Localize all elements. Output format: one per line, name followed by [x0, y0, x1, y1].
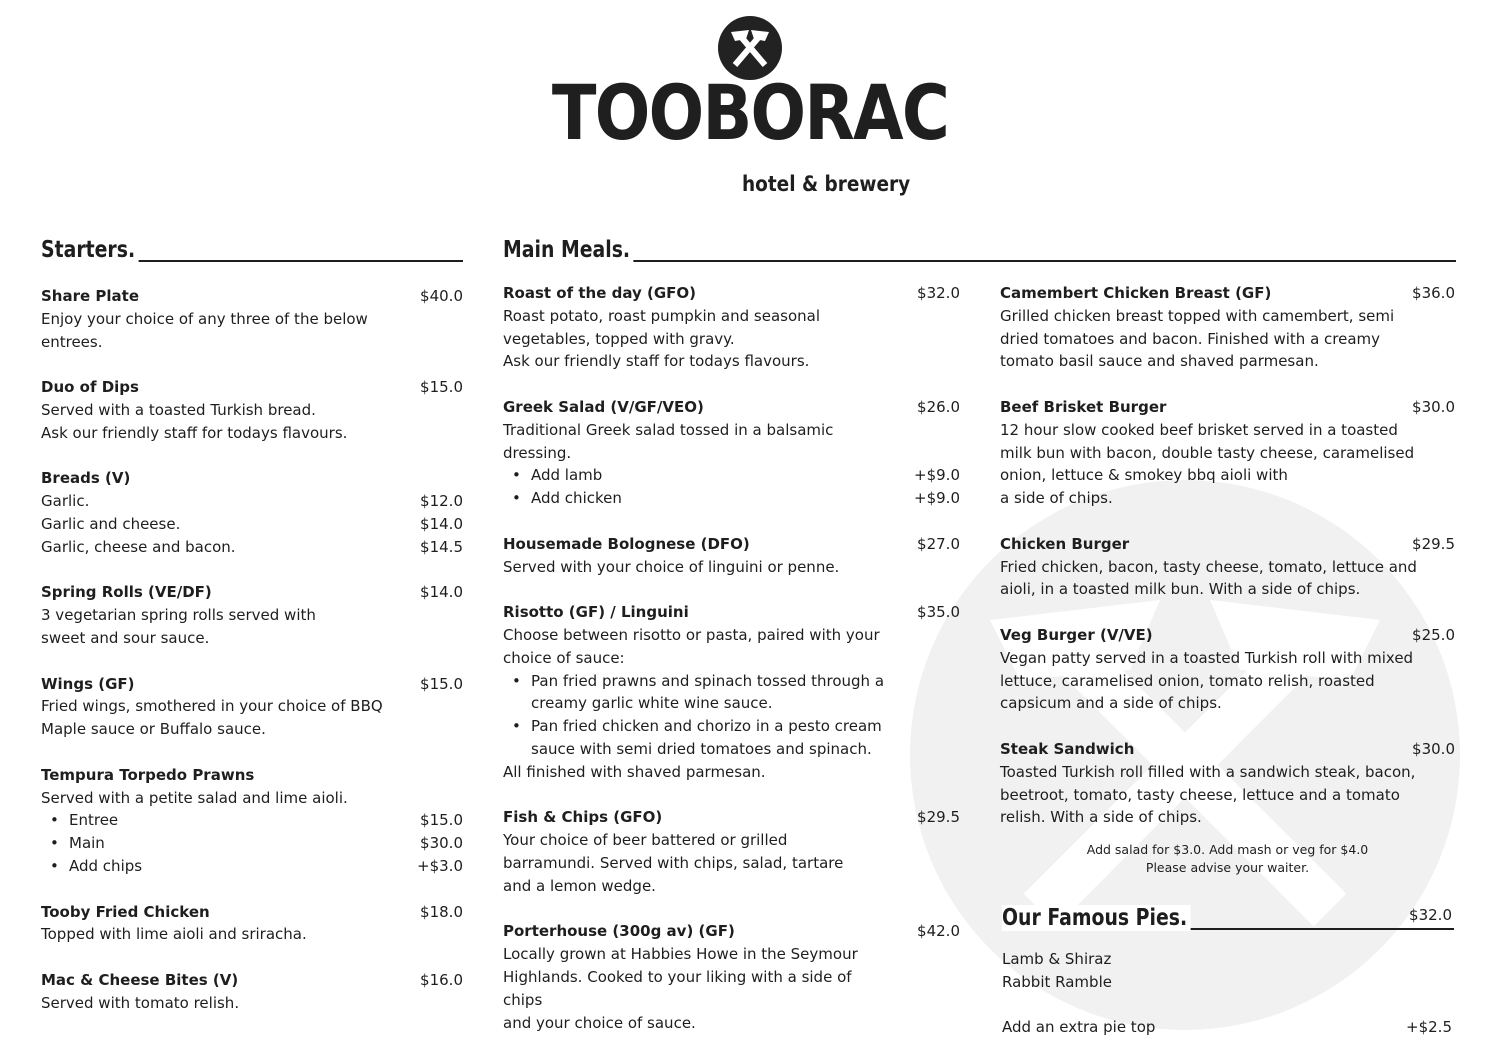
item-price: $16.0: [420, 970, 463, 989]
item-name: Porterhouse (300g av) (GF): [503, 922, 735, 941]
item-desc: choice of sauce:: [503, 648, 625, 667]
option-price: $15.0: [420, 811, 463, 830]
item-name: Greek Salad (V/GF/VEO): [503, 397, 704, 416]
menu-item: [503, 920, 960, 1034]
item-desc: beetroot, tomato, tasty cheese, lettuce and a tomato: [1000, 785, 1400, 804]
item-desc: vegetables, topped with gravy.: [503, 329, 735, 348]
item-option: [41, 513, 463, 536]
item-price: $26.0: [917, 397, 960, 416]
option-price: $30.0: [420, 834, 463, 853]
option-price: +$9.0: [914, 489, 960, 508]
item-desc: dried tomatoes and bacon. Finished with a creamy: [1000, 329, 1381, 348]
item-desc: Fried wings, smothered in your choice of BBQ: [41, 697, 383, 716]
item-desc: and your choice of sauce.: [503, 1013, 696, 1032]
item-price: $29.5: [917, 808, 960, 827]
option-label: Add chicken: [531, 489, 622, 508]
item-desc: Your choice of beer battered or grilled: [503, 831, 788, 850]
item-desc: sweet and sour sauce.: [41, 628, 210, 647]
option-price: +$9.0: [914, 466, 960, 485]
option-label: Garlic.: [41, 492, 90, 511]
item-price: $25.0: [1412, 625, 1455, 644]
extra-price: +$2.5: [1406, 1018, 1452, 1037]
menu-item: [503, 533, 960, 579]
item-desc: Ask our friendly staff for todays flavours.: [41, 423, 348, 442]
menu-item: [41, 673, 463, 741]
brand-subtitle: hotel & brewery: [742, 172, 911, 196]
item-name: Breads (V): [41, 469, 131, 488]
item-price: $15.0: [420, 378, 463, 397]
item-price: $30.0: [1412, 397, 1455, 416]
sides-note: [1000, 841, 1455, 877]
item-option: [503, 715, 960, 761]
item-price: $42.0: [917, 922, 960, 941]
menu-item: [1000, 282, 1455, 373]
option-label: Entree: [69, 811, 119, 830]
item-name: Steak Sandwich: [1000, 739, 1135, 758]
menu-item: [41, 969, 463, 1015]
item-desc: capsicum and a side of chips.: [1000, 694, 1222, 713]
item-desc: lettuce, caramelised onion, tomato relish, roasted: [1000, 671, 1375, 690]
item-desc: Fried chicken, bacon, tasty cheese, tomato, lettuce and: [1000, 557, 1417, 576]
option-label-cont: sauce with semi dried tomatoes and spinach.: [531, 739, 872, 758]
option-label: Pan fried chicken and chorizo in a pesto cream: [531, 717, 882, 736]
option-label: Add chips: [69, 856, 143, 875]
option-label: Pan fried prawns and spinach tossed through a: [531, 671, 885, 690]
pies-price: $32.0: [1409, 906, 1452, 924]
item-name: Mac & Cheese Bites (V): [41, 970, 239, 989]
item-desc: Served with a toasted Turkish bread.: [41, 400, 316, 419]
mains-title: Main Meals.: [503, 237, 633, 263]
mains-list-left: [503, 282, 960, 1057]
item-desc: barramundi. Served with chips, salad, tartare: [503, 853, 844, 872]
item-desc: tomato basil sauce and shaved parmesan.: [1000, 352, 1319, 371]
item-desc: Served with a petite salad and lime aioli.: [41, 788, 348, 807]
item-name: Chicken Burger: [1000, 534, 1130, 553]
item-desc: and a lemon wedge.: [503, 876, 656, 895]
note-line: Add salad for $3.0. Add mash or veg for $4.0: [1086, 842, 1369, 857]
item-desc: 12 hour slow cooked beef brisket served in a toasted: [1000, 420, 1398, 439]
option-price: $14.0: [420, 514, 463, 533]
menu-item: [503, 396, 960, 510]
pies-header: [1002, 902, 1454, 930]
item-desc: entrees.: [41, 332, 103, 351]
pies-title: Our Famous Pies.: [1002, 905, 1190, 931]
note-line: Please advise your waiter.: [1145, 860, 1310, 875]
item-desc: Ask our friendly staff for todays flavours.: [503, 352, 810, 371]
pie-extra: [1002, 1016, 1452, 1039]
item-option: [503, 670, 960, 716]
item-price: $27.0: [917, 534, 960, 553]
pie-item: Lamb & Shiraz: [1002, 950, 1112, 968]
item-name: Risotto (GF) / Linguini: [503, 603, 689, 622]
item-price: $29.5: [1412, 534, 1455, 553]
menu-item: [1000, 396, 1455, 510]
item-option: [41, 536, 463, 559]
item-name: Wings (GF): [41, 674, 135, 693]
pies-list: [1002, 948, 1452, 1039]
item-desc: All finished with shaved parmesan.: [503, 762, 766, 781]
item-desc: 3 vegetarian spring rolls served with: [41, 606, 316, 625]
item-desc: Toasted Turkish roll filled with a sandwich steak, bacon,: [1000, 762, 1416, 781]
item-price: $15.0: [420, 674, 463, 693]
item-option: [503, 487, 960, 510]
item-desc: a side of chips.: [1000, 489, 1113, 508]
item-option: [41, 809, 463, 832]
item-desc: Enjoy your choice of any three of the below: [41, 309, 368, 328]
menu-item: [41, 764, 463, 878]
option-label: Garlic, cheese and bacon.: [41, 537, 236, 556]
option-price: $14.5: [420, 537, 463, 556]
menu-item: [41, 901, 463, 947]
option-label: Add lamb: [531, 466, 603, 485]
starters-header: [41, 234, 463, 262]
item-desc: Grilled chicken breast topped with camembert, semi: [1000, 306, 1395, 325]
starters-title: Starters.: [41, 237, 138, 263]
brand-name: TOOBORAC: [551, 68, 949, 157]
option-price: $12.0: [420, 492, 463, 511]
item-option: [41, 490, 463, 513]
item-desc: Choose between risotto or pasta, paired with your: [503, 625, 880, 644]
menu-item: [503, 282, 960, 373]
menu-item: [41, 376, 463, 444]
menu-item: [503, 601, 960, 783]
menu-item: [1000, 738, 1455, 829]
menu-item: [1000, 533, 1455, 601]
item-desc: Traditional Greek salad tossed in a balsamic: [503, 420, 834, 439]
item-desc: Topped with lime aioli and sriracha.: [41, 925, 307, 944]
item-desc: Served with tomato relish.: [41, 993, 240, 1012]
item-desc: Roast potato, roast pumpkin and seasonal: [503, 306, 820, 325]
item-option: [41, 832, 463, 855]
item-name: Fish & Chips (GFO): [503, 808, 663, 827]
item-desc: milk bun with bacon, double tasty cheese, caramelised: [1000, 443, 1415, 462]
item-name: Duo of Dips: [41, 378, 139, 397]
extra-label: Add an extra pie top: [1002, 1018, 1156, 1037]
item-name: Tempura Torpedo Prawns: [41, 765, 255, 784]
item-option: [41, 855, 463, 878]
item-name: Camembert Chicken Breast (GF): [1000, 284, 1272, 302]
item-price: $40.0: [420, 287, 463, 305]
item-name: Roast of the day (GFO): [503, 284, 697, 302]
item-option: [503, 464, 960, 487]
item-desc: relish. With a side of chips.: [1000, 808, 1202, 827]
item-name: Veg Burger (V/VE): [1000, 625, 1153, 644]
item-desc: dressing.: [503, 443, 572, 462]
item-name: Tooby Fried Chicken: [41, 902, 210, 921]
menu-item: [503, 806, 960, 897]
item-name: Share Plate: [41, 287, 139, 305]
option-price: +$3.0: [417, 856, 463, 875]
item-desc: Locally grown at Habbies Howe in the Seymour: [503, 945, 858, 964]
option-label-cont: creamy garlic white wine sauce.: [531, 694, 773, 713]
item-price: $30.0: [1412, 739, 1455, 758]
item-desc: Highlands. Cooked to your liking with a side of chips: [503, 967, 852, 1009]
item-desc: onion, lettuce & smokey bbq aioli with: [1000, 466, 1288, 485]
item-price: $35.0: [917, 603, 960, 622]
menu-item: [41, 467, 463, 558]
starters-list: [41, 285, 463, 1037]
item-desc: Vegan patty served in a toasted Turkish roll with mixed: [1000, 648, 1414, 667]
menu-item: [1000, 624, 1455, 715]
menu-item: [41, 581, 463, 649]
item-name: Housemade Bolognese (DFO): [503, 534, 750, 553]
item-price: $36.0: [1412, 284, 1455, 302]
item-price: $14.0: [420, 583, 463, 602]
pie-item: Rabbit Ramble: [1002, 972, 1112, 991]
menu-item: [41, 285, 463, 353]
mains-list-right: [1000, 282, 1455, 852]
item-price: $32.0: [917, 284, 960, 302]
item-desc: aioli, in a toasted milk bun. With a side of chips.: [1000, 580, 1361, 599]
item-desc: Served with your choice of linguini or penne.: [503, 557, 840, 576]
option-label: Garlic and cheese.: [41, 514, 181, 533]
item-desc: Maple sauce or Buffalo sauce.: [41, 720, 266, 739]
item-name: Beef Brisket Burger: [1000, 397, 1167, 416]
item-price: $18.0: [420, 902, 463, 921]
item-name: Spring Rolls (VE/DF): [41, 583, 212, 602]
mains-header: [503, 234, 1456, 262]
option-label: Main: [69, 834, 105, 853]
